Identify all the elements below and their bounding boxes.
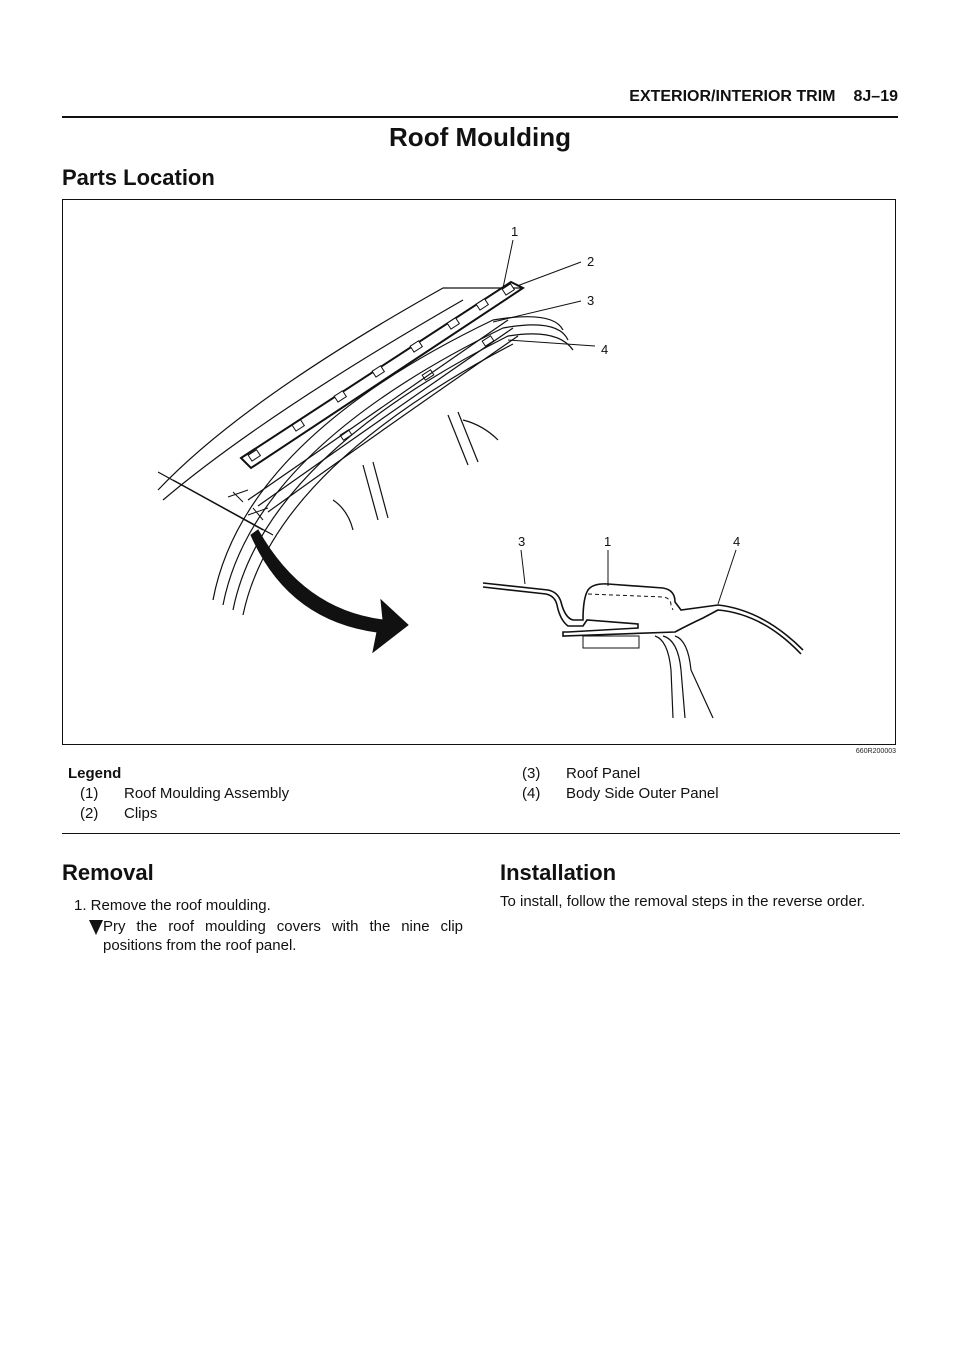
callout-1-detail: 1: [604, 534, 612, 549]
clips-group: [248, 284, 514, 461]
detail-arrow: [251, 530, 408, 652]
parts-location-figure: [62, 199, 896, 745]
callout-4-upper: 4: [601, 342, 609, 357]
page-header: [62, 88, 898, 118]
legend-title: Legend: [68, 765, 122, 782]
section-divider: [62, 833, 900, 834]
cross-section-detail: [483, 550, 803, 718]
callout-1-upper: 1: [511, 224, 519, 239]
legend-left: [68, 764, 289, 824]
removal-step-1: 1. Remove the roof moulding.: [74, 897, 271, 914]
parts-location-heading: Parts Location: [62, 165, 215, 190]
installation-text: To install, follow the removal steps in the reverse order.: [500, 893, 866, 910]
page-number: 8J–19: [853, 88, 898, 105]
page-title: Roof Moulding: [389, 122, 571, 152]
section-title: EXTERIOR/INTERIOR TRIM: [629, 88, 836, 105]
legend-item: (1) Roof Moulding Assembly: [80, 785, 290, 802]
down-triangle-icon: [89, 920, 103, 935]
installation-heading: Installation: [500, 860, 617, 885]
legend-item: (4) Body Side Outer Panel: [522, 785, 719, 802]
callout-3-upper: 3: [587, 293, 595, 308]
removal-bullet-line-1: Pry the roof moulding covers with the nine clip: [103, 918, 463, 935]
roof-moulding-illustration: [63, 200, 895, 744]
callout-3-detail: 3: [518, 534, 526, 549]
legend-item: (3) Roof Panel: [522, 765, 641, 782]
legend-item: (2) Clips: [80, 805, 158, 822]
legend-right: [522, 764, 719, 804]
removal-bullet-line-2: positions from the roof panel.: [103, 937, 297, 954]
callout-2-upper: 2: [587, 254, 595, 269]
removal-heading: Removal: [62, 860, 154, 885]
figure-id: 660R200003: [855, 748, 896, 755]
callout-4-detail: 4: [733, 534, 741, 549]
